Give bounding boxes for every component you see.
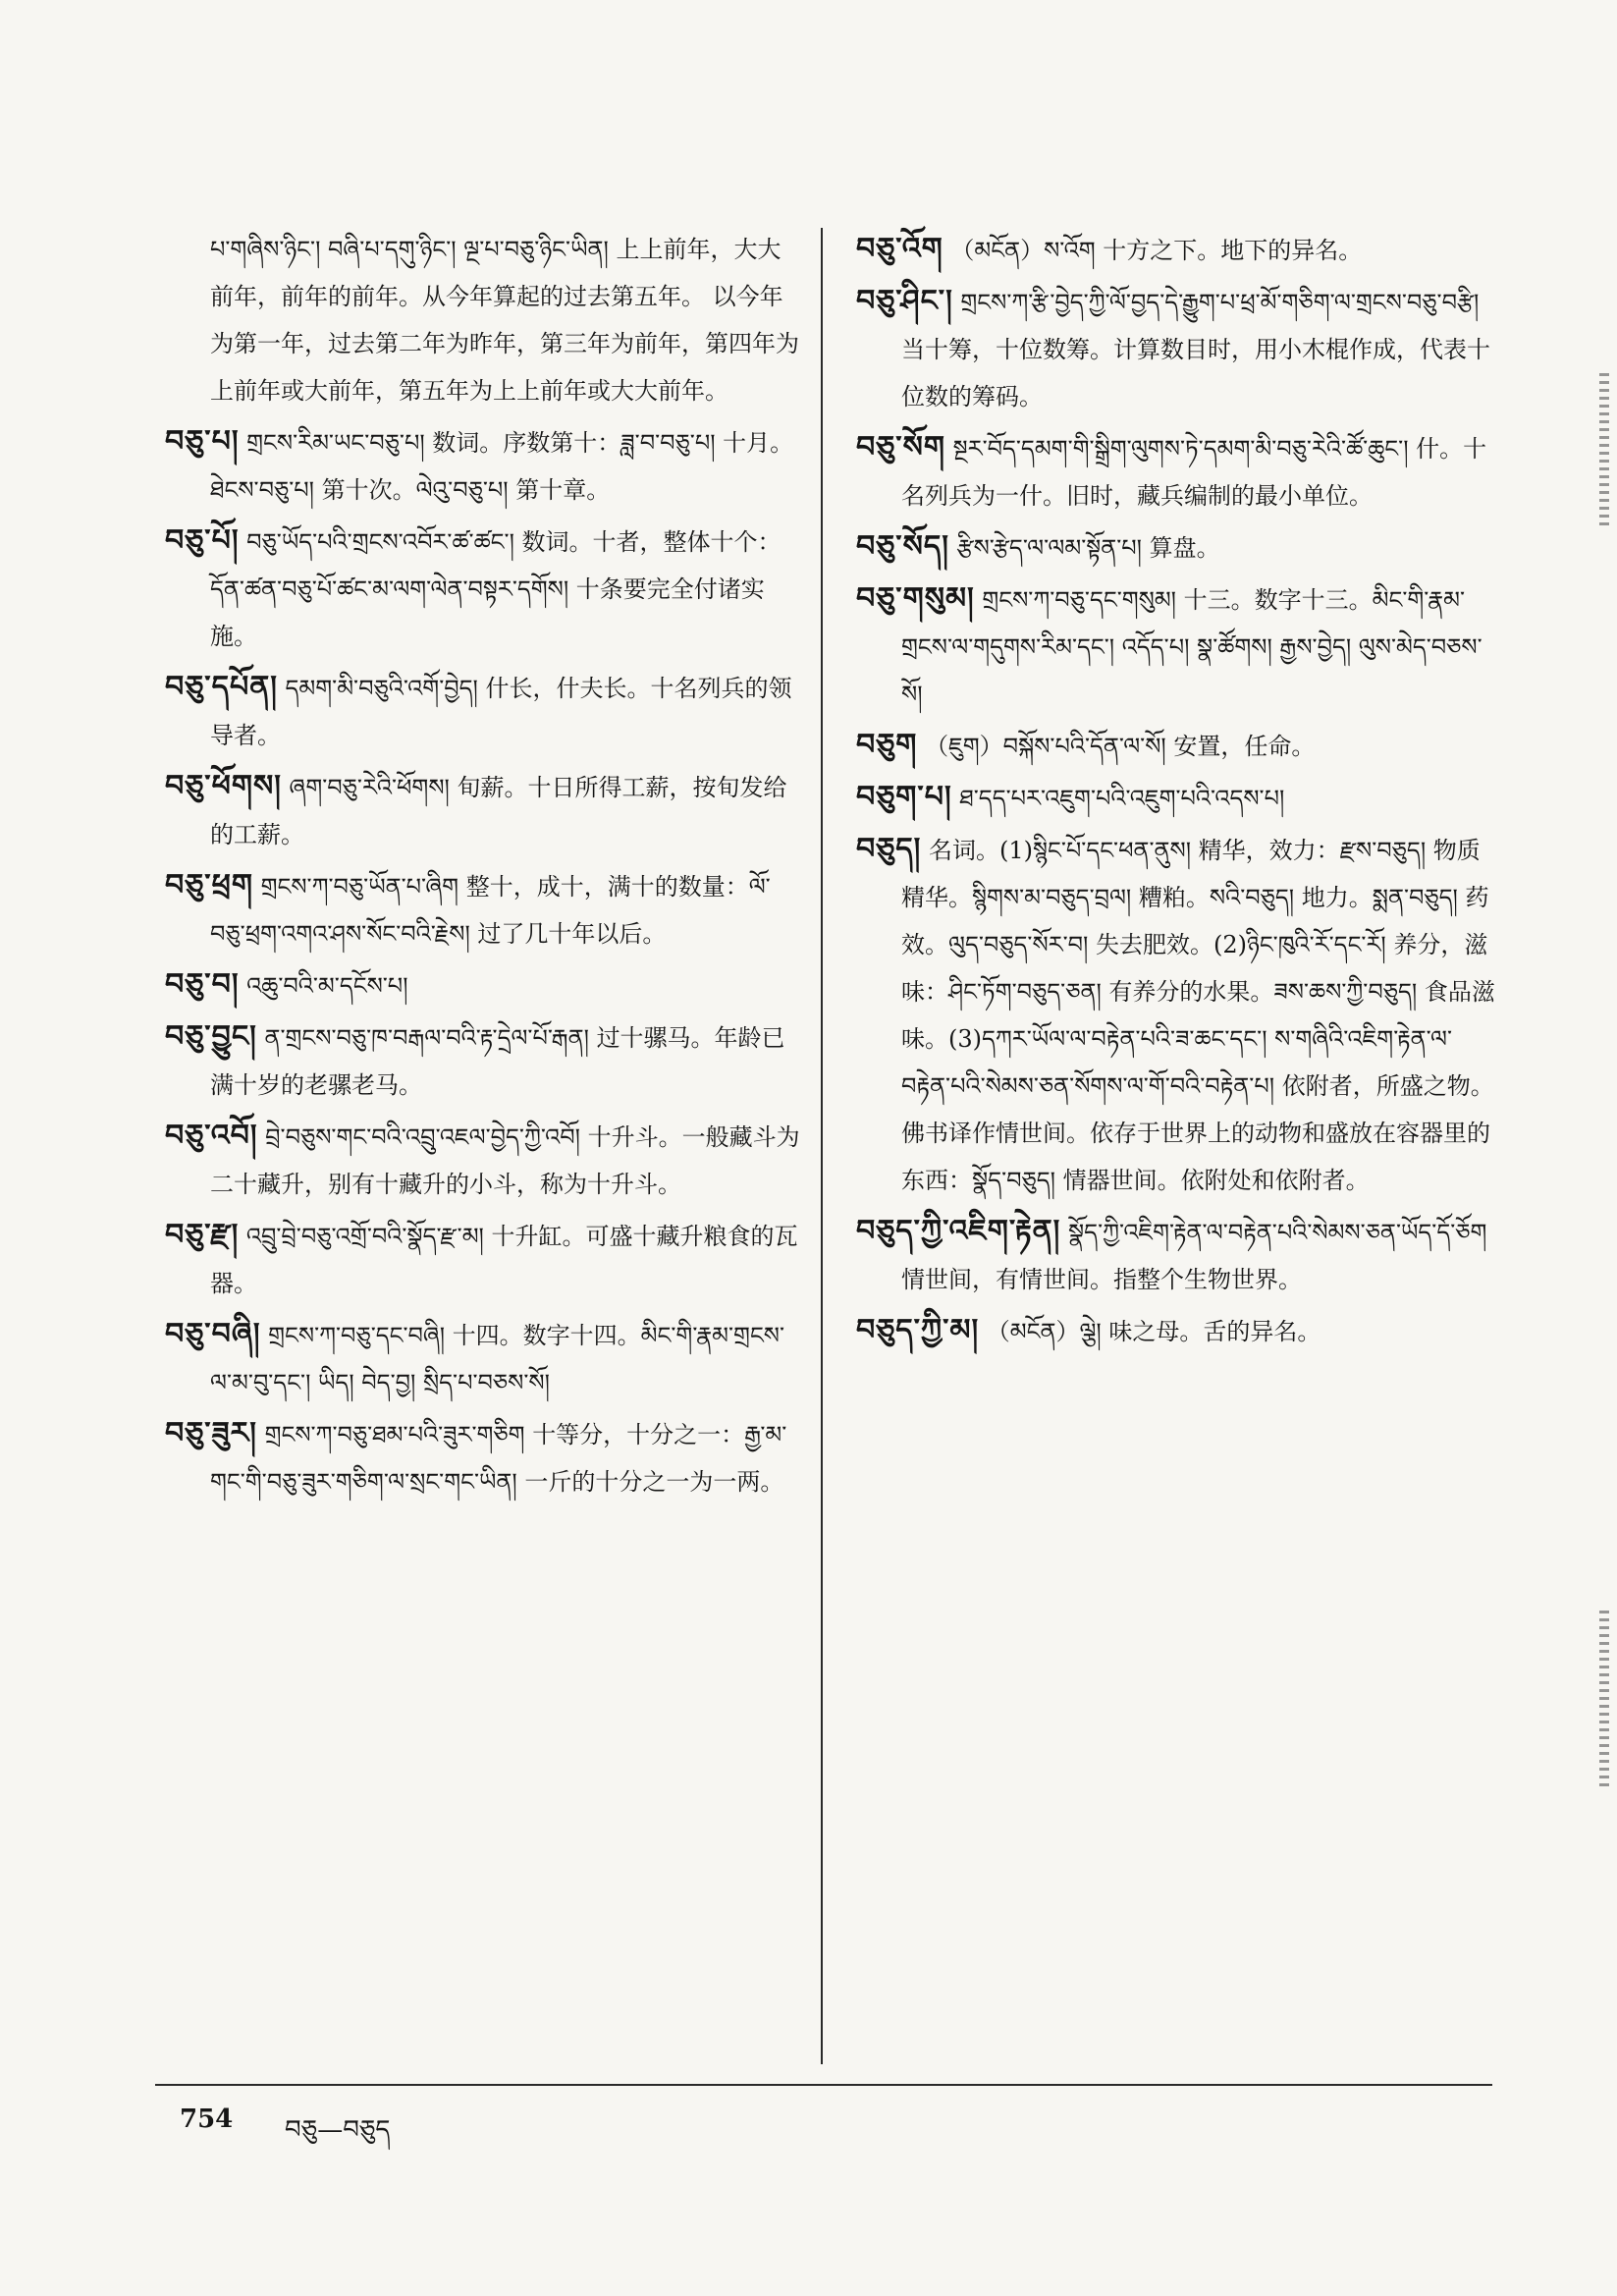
entry-tibetan-definition: བྲེ་བཅུས་གང་བའི་འབྲུ་འཇལ་བྱེད་ཀྱི་འབོ། [265, 1123, 580, 1151]
edge-marks-lower [1599, 1611, 1609, 1787]
right-column [856, 226, 1496, 1359]
entry-tibetan-definition: འཆུ་བའི་མ་དངོས་པ། [246, 972, 408, 1000]
entry-tibetan-definition: གྲངས་ཀ་རྩི་བྱེད་ཀྱི་ལོ་བྱད་དེ་རྒྱུག་པ་ཕྲ་མོ་གཅིག་ལ་གྲངས་བཅུ་བརྩི། [960, 289, 1480, 316]
dictionary-entry [165, 1410, 803, 1505]
entry-headword: བཅུ་ཕོགས། [165, 769, 282, 803]
entry-tibetan-definition: གྲངས་རིམ་ཡང་བཅུ་པ། [246, 429, 425, 457]
entry-chinese-definition: 什长，什夫长。十名列兵的领导者。 [210, 675, 792, 749]
entry-headword: བཅུ་འབོ། [165, 1119, 258, 1153]
entry-chinese-definition: 安置，任命。 [1173, 733, 1316, 760]
dictionary-entry [856, 1208, 1496, 1303]
entry-tibetan-definition: གྲངས་ཀ་བཅུ་ཡོན་པ་ཞིག [260, 873, 459, 901]
dictionary-entry [165, 1212, 803, 1307]
entry-tibetan-definition: བཅུ་ཡོད་པའི་གྲངས་འབོར་ཚ་ཚང་། [246, 528, 514, 556]
entry-tibetan-definition: （མངོན）ས་འོག [950, 237, 1096, 264]
entry-chinese-definition: 十等分，十分之一：རྒྱ་མ་གང་གི་བཅུ་ཟུར་གཅིག་ལ་སྲང་གང་ཡིན། 一斤的十分之一为一两。 [210, 1421, 787, 1496]
dictionary-entry [165, 226, 803, 414]
entry-chinese-definition: 十三。数字十三。མིང་གི་རྣམ་གྲངས་ལ་གདུགས་རིམ་དང་། འདོད་པ། སྣ་ཚོགས། རྒྱས་བྱེད། ལུས་མེད་བཅས་སོ། [901, 586, 1482, 708]
entry-tibetan-definition: ཞག་བཅུ་རེའི་ཕོགས། [289, 774, 450, 801]
entry-tibetan-definition: སྣོད་ཀྱི་འཇིག་རྟེན་ལ་བརྟེན་པའི་སེམས་ཅན་ཡོད་དོ་ཅོག [1067, 1219, 1487, 1246]
entry-chinese-definition: 算盘。 [1149, 534, 1220, 562]
entry-tibetan-definition: རྩིས་རྩེད་ལ་ལམ་སྟོན་པ། [956, 534, 1143, 562]
dictionary-entry [856, 226, 1496, 274]
dictionary-entry [856, 278, 1496, 420]
dictionary-entry [856, 523, 1496, 572]
entry-chinese-definition: 味之母。舌的异名。 [1108, 1318, 1321, 1345]
entry-headword: བཅུ་གསུམ། [856, 581, 975, 616]
entry-headword: བཅུ་བཞི། [165, 1317, 261, 1351]
footer-rule [155, 2084, 1492, 2086]
entry-chinese-definition: 数词。序数第十：ཟླ་བ་བཅུ་པ། 十月。ཐེངས་བཅུ་པ། 第十次。ལེའུ་བཅུ་པ། 第十章。 [210, 429, 794, 504]
entry-chinese-definition: 上上前年，大大前年，前年的前年。从今年算起的过去第五年。 以今年为第一年，过去第二年为昨年，第三年为前年，第四年为上前年或大前年，第五年为上上前年或大大前年。 [210, 236, 799, 405]
entry-headword: བཅུ་པོ། [165, 523, 240, 558]
entry-chinese-definition: 十升斗。一般藏斗为二十藏升，别有十藏升的小斗，称为十升斗。 [210, 1123, 800, 1198]
entry-chinese-definition: 旬薪。十日所得工薪，按旬发给的工薪。 [210, 774, 787, 848]
entry-headword: བཅུག [856, 728, 918, 762]
entry-tibetan-definition: འབྲུ་བྲེ་བཅུ་འགྲོ་བའི་སྣོད་རྫ་མ། [245, 1223, 484, 1250]
entry-headword: བཅུ་རྫ། [165, 1218, 240, 1252]
entry-tibetan-definition: དམག་མི་བཅུའི་འགོ་བྱེད། [285, 675, 478, 702]
dictionary-entry [856, 1307, 1496, 1355]
dictionary-entry [165, 418, 803, 514]
entry-headword: བཅུད་ཀྱི་འཇིག་རྟེན། [856, 1214, 1061, 1248]
entry-chinese-definition: 整十，成十，满十的数量：ལོ་བཅུ་ཕྲག་འགའ་ཤས་སོང་བའི་རྗེས། 过了几十年以后。 [210, 873, 771, 948]
entry-tibetan-definition: པ་གཞིས་ཉིང་། བཞི་པ་དགུ་ཉིང་། ལྔ་པ་བཅུ་ཉིང་ཡིན། [210, 236, 609, 263]
entry-tibetan-definition: གྲངས་ཀ་བཅུ་ཐམ་པའི་ཟུར་གཅིག [264, 1421, 525, 1449]
dictionary-entry [165, 1113, 803, 1208]
entry-chinese-definition: 当十筹，十位数筹。计算数目时，用小木棍作成，代表十位数的筹码。 [901, 336, 1490, 410]
dictionary-entry [856, 722, 1496, 770]
entry-chinese-definition: 数词。十者，整体十个：དོན་ཚན་བཅུ་པོ་ཚང་མ་ལག་ལེན་བསྟར་དགོས། 十条要完全付诸实施。 [210, 528, 782, 650]
dictionary-entry [165, 518, 803, 660]
dictionary-entry [165, 862, 803, 957]
edge-marks [1599, 373, 1609, 530]
entry-headword: བཅུག་པ། [856, 780, 952, 814]
entry-headword: བཅུ་འོག [856, 232, 943, 266]
entry-headword: བཅུ་སོད། [856, 529, 949, 564]
entry-headword: བཅུ་ཤིང་། [856, 284, 953, 318]
entry-tibetan-definition: （ཇུག）བསྐོས་པའི་དོན་ལ་སོ། [925, 733, 1166, 760]
page-number: 754 [180, 2105, 234, 2134]
dictionary-entry [165, 664, 803, 759]
entry-headword: བཅུ་སོག [856, 430, 945, 465]
dictionary-entry [856, 826, 1496, 1204]
dictionary-entry [165, 763, 803, 858]
dictionary-entry [856, 424, 1496, 519]
entry-tibetan-definition: གྲངས་ཀ་བཅུ་དང་གསུམ། [982, 586, 1177, 614]
entry-tibetan-definition: （མངོན）ལྕེ། [986, 1318, 1102, 1345]
dictionary-entry [856, 575, 1496, 718]
dictionary-entry [165, 961, 803, 1010]
entry-chinese-definition: 十四。数字十四。མིང་གི་རྣམ་གྲངས་ལ་མ་བུ་དང་། ཡིད། བེད་བྱ། སྲིད་པ་བཅས་སོ། [210, 1322, 785, 1396]
entry-tibetan-definition: ཐ་དད་པར་འཇུག་པའི་འཇུག་པའི་འདས་པ། [959, 785, 1285, 812]
dictionary-entry [165, 1311, 803, 1406]
entry-tibetan-definition: ན་གྲངས་བཅུ་ཁ་བརྒལ་བའི་རྟ་དྲེལ་པོ་རྒན། [264, 1024, 589, 1052]
entry-headword: བཅུ་ཕྲག [165, 868, 253, 902]
entry-chinese-definition: 过十骡马。年龄已满十岁的老骡老马。 [210, 1024, 785, 1099]
entry-chinese-definition: 情世间，有情世间。指整个生物世界。 [901, 1266, 1302, 1293]
running-head: བཅུ—བཅུད [285, 2115, 391, 2145]
entry-chinese-definition: 什。十名列兵为一什。旧时，藏兵编制的最小单位。 [901, 435, 1487, 510]
entry-tibetan-definition: སྔར་བོད་དམག་གི་སྒྲིག་ལུགས་ཏེ་དམག་མི་བཅུ་རེའི་ཚོ་ཆུང་། [952, 435, 1409, 463]
entry-headword: བཅུ་བྱུང། [165, 1019, 257, 1054]
dictionary-entry [856, 774, 1496, 822]
entry-headword: བཅུད་ཀྱི་མ། [856, 1313, 980, 1347]
entry-tibetan-definition: གྲངས་ཀ་བཅུ་དང་བཞི། [268, 1322, 446, 1349]
entry-chinese-definition: 名词。(1)སྙིང་པོ་དང་ཕན་ནུས། 精华，效力：རྫས་བཅུད། 物质精华。སྙིགས་མ་བཅུད་བྲལ། 糟粕。སའི་བཅུད། 地力。སྨན་བཅུད། 药效。ལུད་བཅུད་སོར་བ། 失去肥效。(2)ཉིང་ཁུའི་རོ་དང་རོ། 养分，滋味：ཤིང་ཏོག་བཅུད་ཅན། 有养分的水果。ཟས་ཆས་ཀྱི་བཅུད། 食品滋味。(3)དཀར་ཡོལ་ལ་བརྟེན་པའི་ཟ་ཆང་དང་། ས་གཞིའི་འཇིག་རྟེན་ལ་བརྟེན་པའི་སེམས་ཅན་སོགས་ལ་གོ་བའི་བརྟེན་པ། 依附者，所盛之物。佛书译作情世间。依存于世界上的动物和盛放在容器里的东西：སྣོད་བཅུད། 情器世间。依附处和依附者。 [901, 837, 1495, 1194]
left-column [165, 226, 803, 1509]
entry-chinese-definition: 十方之下。地下的异名。 [1103, 237, 1363, 264]
entry-headword: བཅུ་ཟུར། [165, 1416, 257, 1450]
entry-headword: བཅུ་བ། [165, 967, 240, 1002]
column-divider [821, 228, 823, 2064]
entry-chinese-definition: 十升缸。可盛十藏升粮食的瓦器。 [210, 1223, 798, 1297]
entry-headword: བཅུད། [856, 832, 922, 866]
entry-headword: བཅུ་དཔོན། [165, 670, 278, 704]
entry-headword: བཅུ་པ། [165, 424, 240, 459]
dictionary-entry [165, 1013, 803, 1109]
